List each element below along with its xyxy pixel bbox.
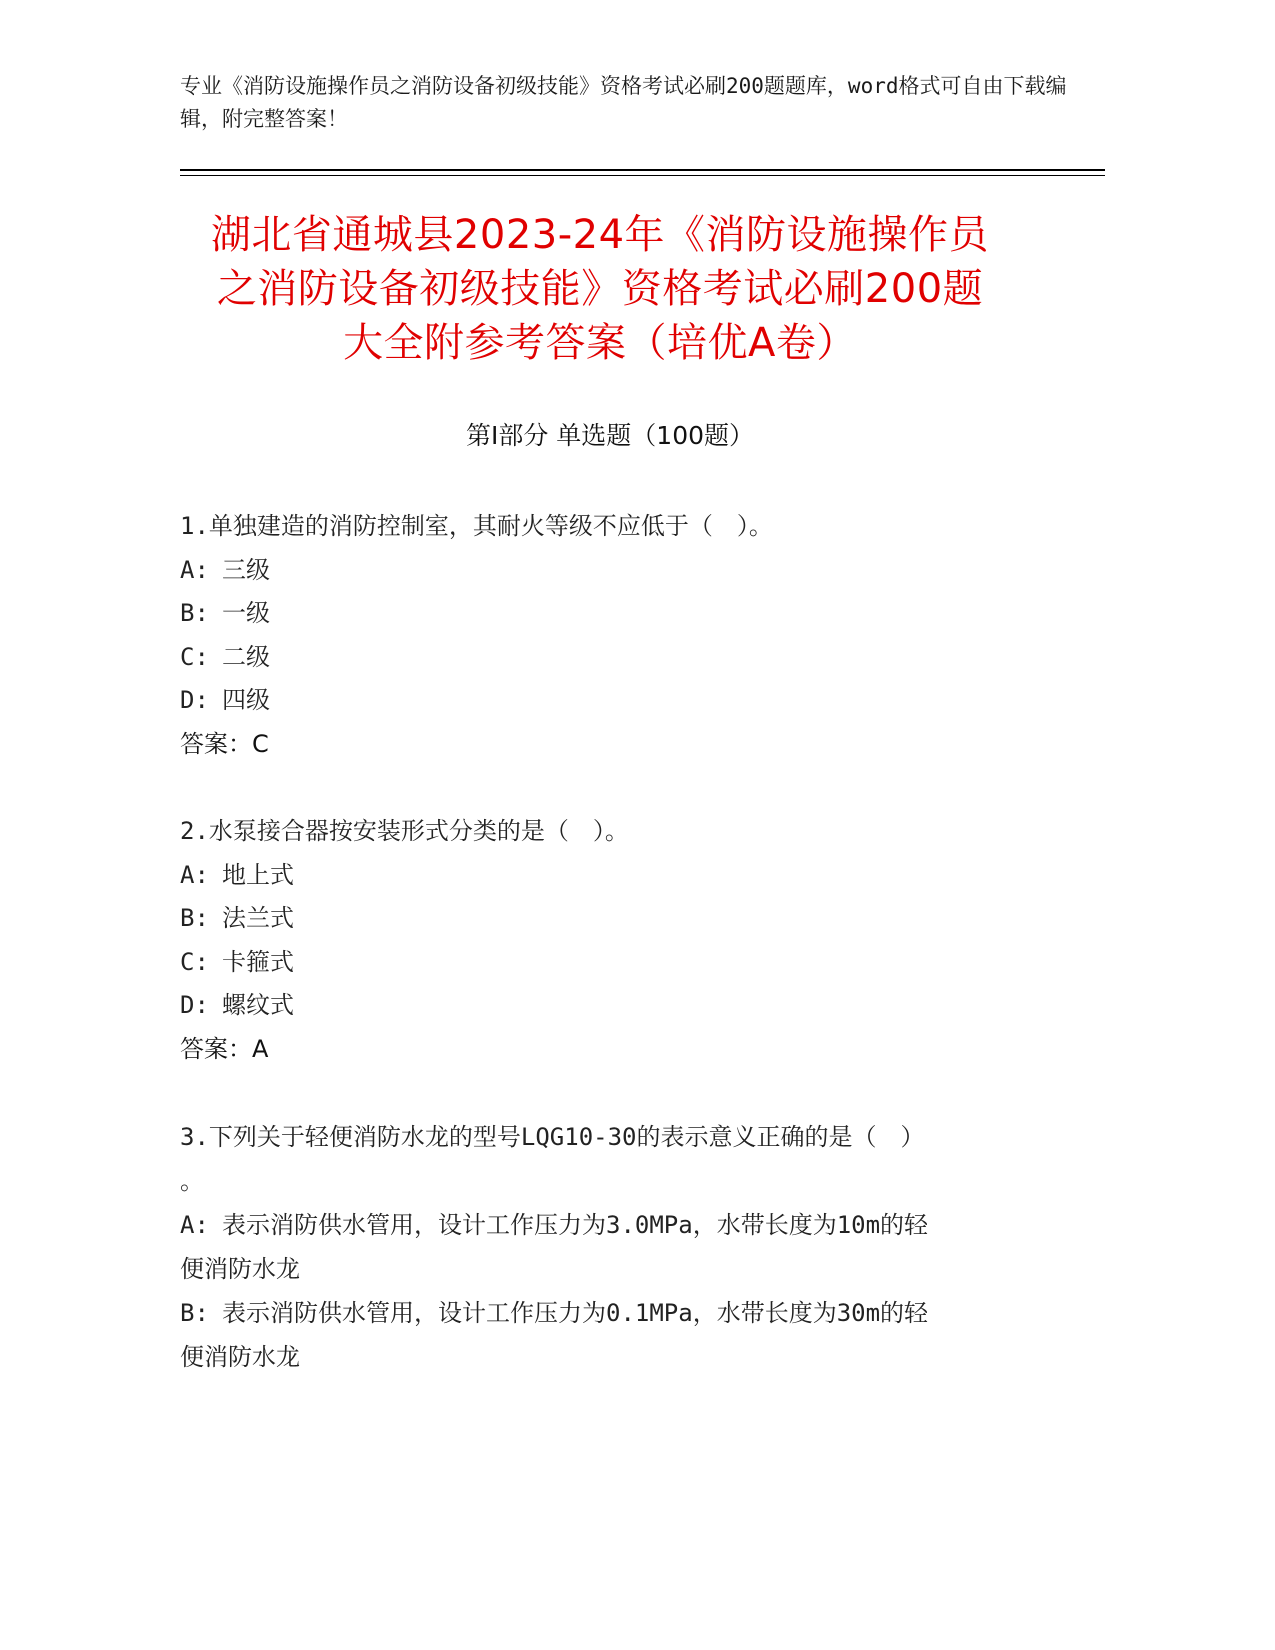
- question-text: 1.单独建造的消防控制室，其耐火等级不应低于（ ）。: [180, 512, 773, 540]
- answer: 答案：A: [180, 1034, 269, 1063]
- option-text: 地上式: [222, 860, 294, 889]
- option-a: [180, 854, 1050, 898]
- document-title: [170, 208, 1030, 370]
- option-letter: C:: [180, 947, 209, 976]
- option-text: 卡箍式: [222, 947, 294, 976]
- option-letter: D:: [180, 686, 209, 714]
- header-note: 专业《消防设施操作员之消防设备初级技能》资格考试必刷200题题库，word格式可自由下载编辑，附完整答案！: [180, 74, 1067, 131]
- option-letter: B:: [180, 904, 209, 932]
- title-line: 之消防设备初级技能》资格考试必刷200题: [216, 266, 984, 312]
- option-text: 螺纹式: [222, 991, 294, 1019]
- option-c: [180, 636, 1050, 680]
- option-letter: C:: [180, 642, 209, 671]
- option-letter: B:: [180, 599, 209, 627]
- option-letter: B:: [180, 1299, 209, 1327]
- option-a: [180, 1203, 1050, 1247]
- option-c: [180, 941, 1050, 985]
- question-2: [180, 810, 1050, 1071]
- question-text-continued: 。: [180, 1167, 204, 1195]
- option-text: 法兰式: [222, 904, 294, 932]
- option-letter: A:: [180, 555, 209, 584]
- option-a: [180, 549, 1050, 593]
- title-line: 湖北省通城县2023-24年《消防设施操作员: [210, 212, 990, 258]
- option-d: [180, 984, 1050, 1028]
- header-divider-thick: [180, 169, 1105, 171]
- option-b: [180, 1291, 1050, 1335]
- option-letter: A:: [180, 860, 209, 889]
- option-b-continued: 便消防水龙: [180, 1343, 300, 1371]
- option-b: [180, 897, 1050, 941]
- option-a-continued: 便消防水龙: [180, 1255, 300, 1283]
- option-text: 表示消防供水管用，设计工作压力为3.0MPa，水带长度为10m的轻: [222, 1211, 929, 1239]
- option-letter: A:: [180, 1211, 209, 1239]
- option-text: 一级: [222, 599, 270, 627]
- option-text: 三级: [222, 555, 270, 584]
- option-text: 二级: [222, 642, 270, 671]
- option-d: [180, 679, 1050, 723]
- option-text: 表示消防供水管用，设计工作压力为0.1MPa，水带长度为30m的轻: [222, 1299, 929, 1327]
- header-divider-thin: [180, 175, 1105, 176]
- option-text: 四级: [222, 686, 270, 714]
- question-1: [180, 505, 1050, 766]
- question-text: 2.水泵接合器按安装形式分类的是（ ）。: [180, 817, 629, 845]
- section-title: 第Ⅰ部分 单选题（100题）: [465, 421, 755, 450]
- option-b: [180, 592, 1050, 636]
- question-3: [180, 1115, 1050, 1379]
- title-line: 大全附参考答案（培优A卷）: [343, 320, 857, 366]
- answer: 答案：C: [180, 729, 269, 758]
- question-text: 3.下列关于轻便消防水龙的型号LQG10-30的表示意义正确的是（ ）: [180, 1123, 925, 1151]
- option-letter: D:: [180, 991, 209, 1019]
